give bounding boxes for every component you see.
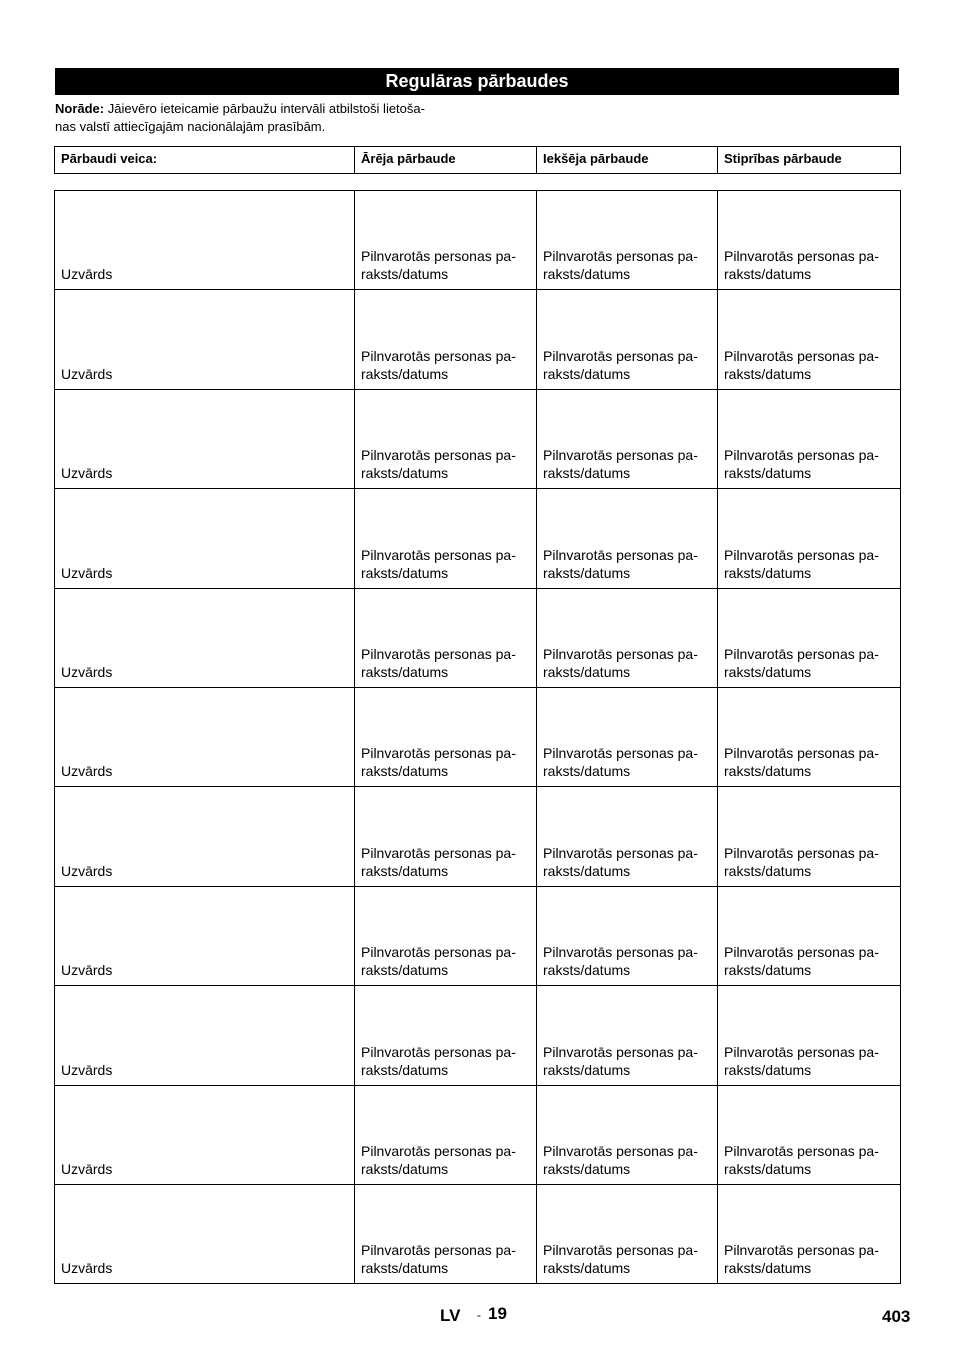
inspection-table [54, 190, 901, 1284]
signature-label-2: raksts/datums [543, 266, 631, 283]
signature-cell [355, 1184, 537, 1283]
signature-label-2: raksts/datums [724, 663, 812, 680]
signature-cell [355, 787, 537, 886]
signature-label-2: raksts/datums [361, 962, 449, 979]
name-cell: Uzvārds [55, 1085, 355, 1184]
note-text: Jāievēro ieteicamie pārbaužu intervāli atbilstoši lietoša- [107, 101, 425, 116]
footer-language: LV [440, 1306, 461, 1325]
signature-label-2: raksts/datums [361, 663, 449, 680]
signature-label-2: raksts/datums [361, 365, 449, 382]
signature-label-2: raksts/datums [361, 564, 449, 581]
signature-label-2: raksts/datums [724, 564, 812, 581]
signature-label-2: raksts/datums [543, 1160, 631, 1177]
name-cell: Uzvārds [55, 687, 355, 786]
signature-label: Pilnvarotās personas pa- [543, 1043, 698, 1060]
signature-cell [537, 886, 718, 985]
signature-label: Pilnvarotās personas pa- [724, 1043, 879, 1060]
note-text-2: nas valstī attiecīgajām nacionālajām prasībām. [55, 119, 326, 134]
signature-cell [718, 886, 901, 985]
table-row [55, 1184, 901, 1283]
signature-label: Pilnvarotās personas pa- [543, 745, 698, 762]
signature-cell [355, 1085, 537, 1184]
table-row [55, 389, 901, 488]
signature-cell [537, 290, 718, 389]
name-cell: Uzvārds [55, 389, 355, 488]
signature-cell [718, 787, 901, 886]
table-row [55, 588, 901, 687]
signature-label: Pilnvarotās personas pa- [361, 546, 516, 563]
signature-cell [718, 687, 901, 786]
name-cell: Uzvārds [55, 1184, 355, 1283]
signature-cell [537, 389, 718, 488]
signature-label: Pilnvarotās personas pa- [361, 1142, 516, 1159]
header-external-check: Ārēja pārbaude [355, 147, 537, 174]
signature-cell [718, 191, 901, 290]
signature-cell [718, 389, 901, 488]
signature-label: Pilnvarotās personas pa- [543, 844, 698, 861]
signature-label-2: raksts/datums [361, 862, 449, 879]
signature-label: Pilnvarotās personas pa- [724, 1142, 879, 1159]
signature-label: Pilnvarotās personas pa- [361, 944, 516, 961]
signature-label-2: raksts/datums [724, 1061, 812, 1078]
signature-label: Pilnvarotās personas pa- [361, 1043, 516, 1060]
name-cell: Uzvārds [55, 787, 355, 886]
signature-cell [537, 787, 718, 886]
signature-label: Pilnvarotās personas pa- [361, 248, 516, 265]
table-row [55, 986, 901, 1085]
signature-label: Pilnvarotās personas pa- [543, 645, 698, 662]
signature-cell [355, 489, 537, 588]
signature-cell [718, 986, 901, 1085]
signature-label: Pilnvarotās personas pa- [361, 1242, 516, 1259]
name-cell: Uzvārds [55, 886, 355, 985]
signature-label-2: raksts/datums [724, 763, 812, 780]
signature-label: Pilnvarotās personas pa- [543, 347, 698, 364]
signature-label: Pilnvarotās personas pa- [724, 944, 879, 961]
signature-label: Pilnvarotās personas pa- [543, 447, 698, 464]
signature-label-2: raksts/datums [543, 763, 631, 780]
signature-label-2: raksts/datums [361, 1061, 449, 1078]
table-row [55, 787, 901, 886]
signature-label: Pilnvarotās personas pa- [543, 546, 698, 563]
signature-label: Pilnvarotās personas pa- [543, 248, 698, 265]
signature-cell [718, 588, 901, 687]
signature-cell [355, 389, 537, 488]
signature-label: Pilnvarotās personas pa- [724, 745, 879, 762]
signature-label-2: raksts/datums [724, 465, 812, 482]
table-row [55, 290, 901, 389]
signature-cell [355, 986, 537, 1085]
signature-label-2: raksts/datums [361, 1160, 449, 1177]
signature-label-2: raksts/datums [724, 862, 812, 879]
signature-label: Pilnvarotās personas pa- [361, 745, 516, 762]
name-cell: Uzvārds [55, 986, 355, 1085]
signature-label: Pilnvarotās personas pa- [543, 944, 698, 961]
signature-label-2: raksts/datums [361, 465, 449, 482]
name-cell: Uzvārds [55, 489, 355, 588]
signature-cell [718, 1184, 901, 1283]
footer-page: 19 [488, 1304, 507, 1323]
signature-label: Pilnvarotās personas pa- [724, 1242, 879, 1259]
signature-label: Pilnvarotās personas pa- [724, 844, 879, 861]
table-row [55, 191, 901, 290]
signature-label: Pilnvarotās personas pa- [724, 645, 879, 662]
signature-cell [537, 588, 718, 687]
signature-label-2: raksts/datums [724, 962, 812, 979]
signature-cell [537, 191, 718, 290]
signature-cell [355, 886, 537, 985]
signature-label-2: raksts/datums [361, 1260, 449, 1277]
signature-label-2: raksts/datums [543, 962, 631, 979]
signature-cell [718, 1085, 901, 1184]
signature-cell [537, 1184, 718, 1283]
signature-label-2: raksts/datums [543, 1260, 631, 1277]
signature-label-2: raksts/datums [724, 1160, 812, 1177]
signature-label-2: raksts/datums [724, 266, 812, 283]
footer-dash: - [477, 1308, 481, 1322]
signature-cell [355, 191, 537, 290]
table-row [55, 687, 901, 786]
table-row [55, 489, 901, 588]
table-row [55, 1085, 901, 1184]
signature-cell [718, 489, 901, 588]
note-label: Norāde: [55, 101, 105, 116]
signature-label-2: raksts/datums [543, 1061, 631, 1078]
signature-cell [355, 290, 537, 389]
table-row [55, 886, 901, 985]
signature-label-2: raksts/datums [543, 663, 631, 680]
page-title: Regulāras pārbaudes [55, 68, 899, 95]
signature-label: Pilnvarotās personas pa- [724, 347, 879, 364]
signature-cell [537, 687, 718, 786]
signature-cell [355, 588, 537, 687]
signature-label: Pilnvarotās personas pa- [724, 248, 879, 265]
signature-label-2: raksts/datums [724, 365, 812, 382]
signature-label-2: raksts/datums [543, 862, 631, 879]
header-strength-check: Stiprības pārbaude [718, 147, 901, 174]
footer-page-number: 403 [882, 1307, 911, 1326]
name-cell: Uzvārds [55, 588, 355, 687]
signature-label: Pilnvarotās personas pa- [543, 1242, 698, 1259]
signature-label-2: raksts/datums [543, 365, 631, 382]
signature-label-2: raksts/datums [724, 1260, 812, 1277]
header-table [54, 146, 901, 174]
signature-label: Pilnvarotās personas pa- [724, 546, 879, 563]
signature-label: Pilnvarotās personas pa- [724, 447, 879, 464]
signature-label: Pilnvarotās personas pa- [361, 347, 516, 364]
note [55, 100, 515, 136]
signature-label-2: raksts/datums [361, 266, 449, 283]
signature-label-2: raksts/datums [543, 564, 631, 581]
signature-label: Pilnvarotās personas pa- [361, 645, 516, 662]
header-internal-check: Iekšēja pārbaude [537, 147, 718, 174]
signature-label-2: raksts/datums [543, 465, 631, 482]
name-cell: Uzvārds [55, 191, 355, 290]
signature-label-2: raksts/datums [361, 763, 449, 780]
header-performed-by: Pārbaudi veica: [55, 147, 355, 174]
signature-cell [537, 489, 718, 588]
name-cell: Uzvārds [55, 290, 355, 389]
signature-cell [355, 687, 537, 786]
signature-label: Pilnvarotās personas pa- [361, 844, 516, 861]
signature-cell [537, 1085, 718, 1184]
signature-cell [537, 986, 718, 1085]
signature-cell [718, 290, 901, 389]
signature-label: Pilnvarotās personas pa- [543, 1142, 698, 1159]
signature-label: Pilnvarotās personas pa- [361, 447, 516, 464]
